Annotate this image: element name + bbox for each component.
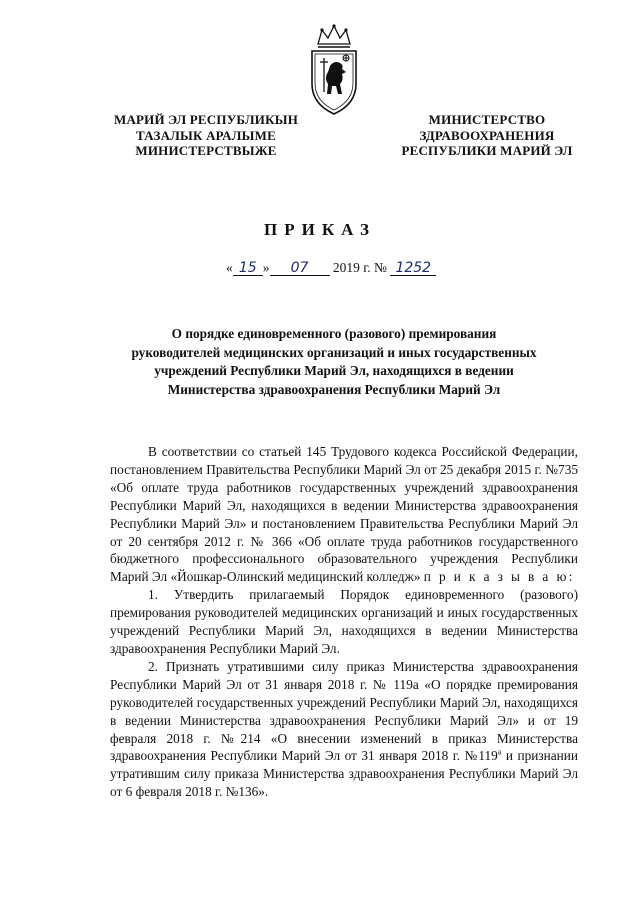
date-quote-open: «: [226, 260, 233, 275]
document-subject: [98, 325, 570, 399]
document-body: [110, 443, 578, 801]
date-and-number-line: [226, 260, 526, 276]
date-quote-close: »: [262, 260, 270, 275]
document-title: ПРИКАЗ: [264, 220, 376, 239]
header-right-line: РЕСПУБЛИКИ МАРИЙ ЭЛ: [401, 143, 573, 158]
superscript-letter: а: [497, 747, 502, 757]
header-right-line: ЗДРАВООХРАНЕНИЯ: [419, 127, 555, 143]
subject-line: Министерства здравоохранения Республики Марий Эл: [167, 381, 501, 397]
header-left-line: МИНИСТЕРСТВЫЖЕ: [135, 143, 277, 158]
ministry-name-russian: [382, 112, 592, 159]
subject-line: руководителей медицинских организаций и иных государственных: [131, 344, 537, 360]
coat-of-arms-emblem: [304, 22, 364, 118]
header-right-line: МИНИСТЕРСТВО: [428, 112, 546, 127]
ministry-name-mari: [92, 112, 320, 159]
document-number: 1252: [395, 260, 432, 276]
header-left-line: ТАЗАЛЫК АРАЛЫМЕ: [136, 127, 276, 143]
date-month: 07: [290, 260, 309, 276]
paragraph-item-1: 1. Утвердить прилагаемый Порядок единовременного (разового) премирования руководителей медицинских организаций и иных государственных учреждений Республики Марий Эл, находящихся в ведении Министерства здравоохранения Республики Марий Эл.: [110, 587, 578, 656]
subject-line: О порядке единовременного (разового) премирования: [171, 326, 497, 341]
header-left-line: МАРИЙ ЭЛ РЕСПУБЛИКЫН: [113, 112, 299, 127]
subject-line: учреждений Республики Марий Эл, находящихся в ведении: [154, 363, 514, 379]
date-day: 15: [238, 260, 257, 276]
paragraph-item-2: 2. Признать утратившими силу приказ Министерства здравоохранения Республики Марий Эл от 31 января 2018 г. № 119а «О порядке премирования руководителей государственных учреждений Республики Марий Эл, находящихся в ведении Министерства здравоохранения Республики Марий Эл» и от 19 февраля 2018 г. №214 «О внесении изменений в приказ Министерства здравоохранения Республики Марий Эл от 31 января 2018 г. $№119^а$ и признании утратившим силу приказа Министерства здравоохранения Республики Марий Эл от 6 февраля 2018 г. №136».: [110, 658, 578, 800]
paragraph-preamble: В соответствии со статьей 145 Трудового кодекса Российской Федерации, постановлением Правительства Республики Марий Эл от 25 декабря 2015 г. №735 «Об оплате труда работников государственных учреждений здравоохранения Республики Марий Эл, находящихся в ведении Министерства здравоохранения Республики Марий Эл» и постановлением Правительства Республики Марий Эл от 20 сентября 2012 г. № 366 «Об оплате труда работников государственного бюджетного профессионального образовательного учреждения Республики Марий Эл «Йошкар-Олинский медицинский колледж» п р и к а з ы в а ю:: [110, 444, 578, 585]
date-year-text: 2019 г. №: [332, 260, 387, 275]
order-word: п р и к а з ы в а ю:: [423, 569, 575, 585]
